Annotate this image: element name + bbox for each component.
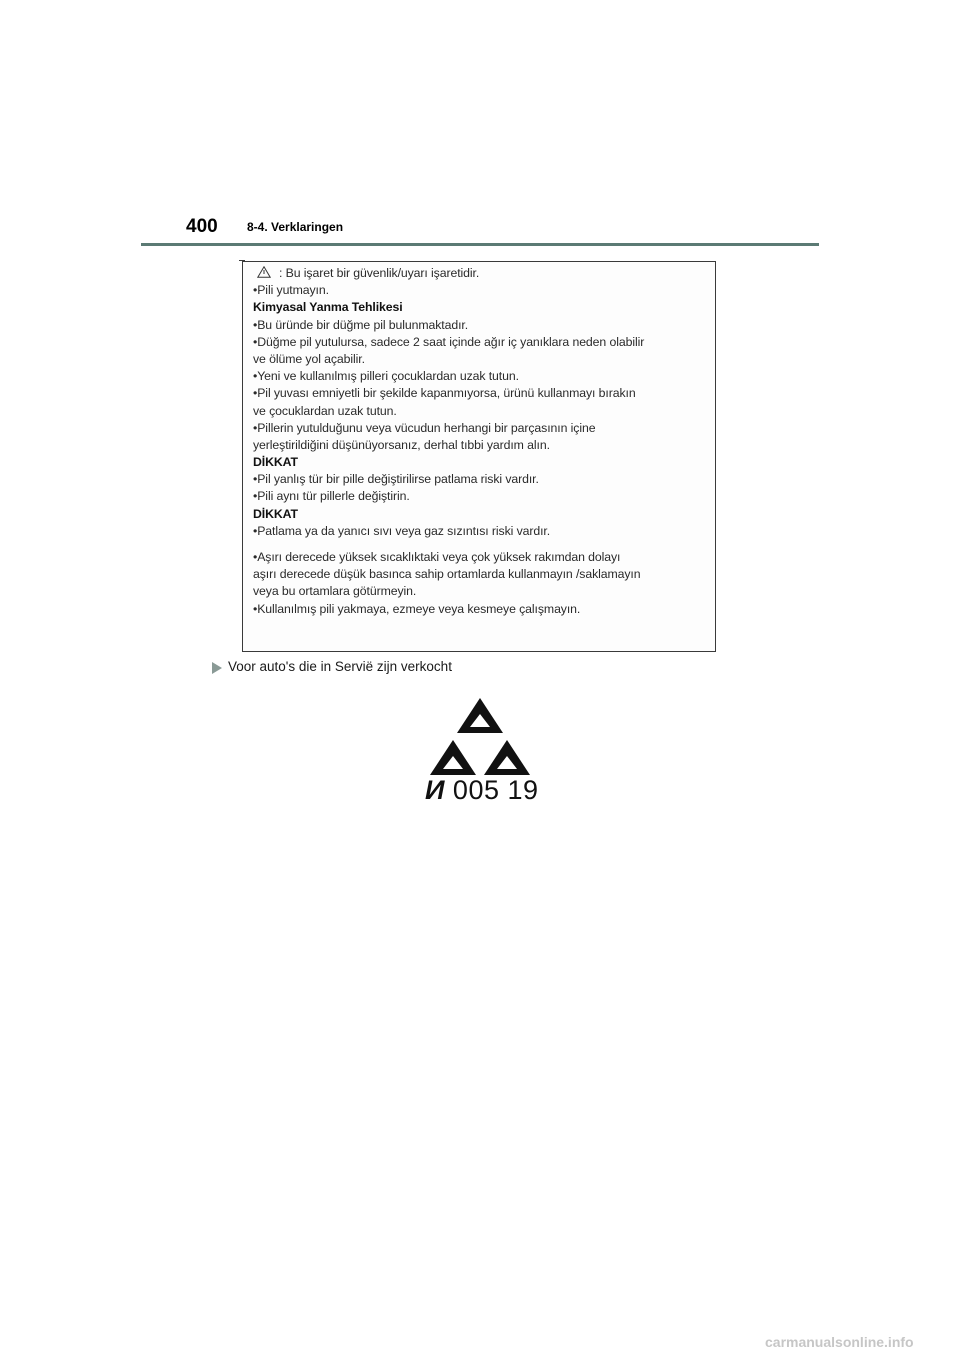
- label-text-block: [253, 265, 707, 618]
- label-line-text: •Pil yuvası emniyetli bir şekilde kapanmıyorsa, ürünü kullanmayı bırakın: [253, 386, 636, 401]
- label-line-text: DİKKAT: [253, 506, 298, 521]
- label-line: [253, 601, 707, 618]
- label-line-text: •Pili aynı tür pillerle değiştirin.: [253, 489, 410, 504]
- label-line: [253, 549, 707, 566]
- label-line-text: •Bu üründe bir düğme pil bulunmaktadır.: [253, 317, 469, 332]
- header-divider: [141, 243, 819, 246]
- label-line-text: yerleştirildiğini düşünüyorsanız, derhal tıbbi yardım alın.: [253, 437, 550, 452]
- label-line: [253, 420, 707, 437]
- label-line-text: •Aşırı derecede yüksek sıcaklıktaki veya çok yüksek rakımdan dolayı: [253, 550, 621, 564]
- label-line: [253, 282, 707, 299]
- page-number: 400: [186, 216, 218, 237]
- triangle-bullet-icon: [211, 662, 223, 674]
- label-line-text: : Bu işaret bir güvenlik/uyarı işaretidir.: [279, 266, 480, 280]
- label-line-text: aşırı derecede düşük basınca sahip ortamlarda kullanmayın /saklamayın: [253, 567, 641, 582]
- label-line-text: ve ölüme yol açabilir.: [253, 351, 365, 366]
- label-line: [253, 265, 707, 282]
- label-line: [253, 566, 707, 583]
- label-line-text: ve çocuklardan uzak tutun.: [253, 403, 397, 418]
- label-line-text: •Düğme pil yutulursa, sadece 2 saat içinde ağır iç yanıklara neden olabilir: [253, 334, 645, 349]
- serbia-bullet-text: Voor auto's die in Servië zijn verkocht: [228, 659, 452, 674]
- label-line-text: •Yeni ve kullanılmış pilleri çocuklardan uzak tutun.: [253, 369, 519, 384]
- label-spacer: [253, 540, 707, 549]
- label-line: [253, 317, 707, 334]
- label-line: [253, 351, 707, 368]
- label-line: [253, 385, 707, 402]
- label-line: [253, 454, 707, 471]
- label-line: [253, 506, 707, 523]
- battery-warning-label: [242, 261, 716, 652]
- label-line-text: DİKKAT: [253, 455, 298, 470]
- section-title: 8-4. Verklaringen: [247, 220, 344, 234]
- label-line-text: •Pillerin yutulduğunu veya vücudun herhangi bir parçasının içine: [253, 420, 596, 435]
- label-line: [253, 471, 707, 488]
- label-line: [253, 437, 707, 454]
- label-line: [253, 299, 707, 316]
- label-line: [253, 523, 707, 540]
- label-line: [253, 583, 707, 600]
- label-line: [253, 334, 707, 351]
- label-line-text: veya bu ortamlara götürmeyin.: [253, 584, 417, 599]
- page-header: [0, 212, 960, 252]
- label-line-text: •Pil yanlış tür bir pille değiştirilirse patlama riski vardır.: [253, 472, 539, 487]
- label-line: [253, 368, 707, 385]
- serbia-approval-code: [425, 775, 539, 806]
- watermark: carmanualsonline.info: [765, 1334, 914, 1350]
- label-line: [253, 488, 707, 505]
- warning-triangle-icon: [257, 266, 271, 278]
- label-line-text: •Kullanılmış pili yakmaya, ezmeye veya kesmeye çalışmayın.: [253, 601, 581, 616]
- label-line: [253, 403, 707, 420]
- approval-letter: И: [425, 775, 445, 805]
- label-line-text: •Pili yutmayın.: [253, 283, 329, 298]
- approval-number: 005 19: [452, 775, 539, 805]
- label-line-text: •Patlama ya da yanıcı sıvı veya gaz sızıntısı riski vardır.: [253, 523, 551, 538]
- label-line-text: Kimyasal Yanma Tehlikesi: [253, 300, 403, 315]
